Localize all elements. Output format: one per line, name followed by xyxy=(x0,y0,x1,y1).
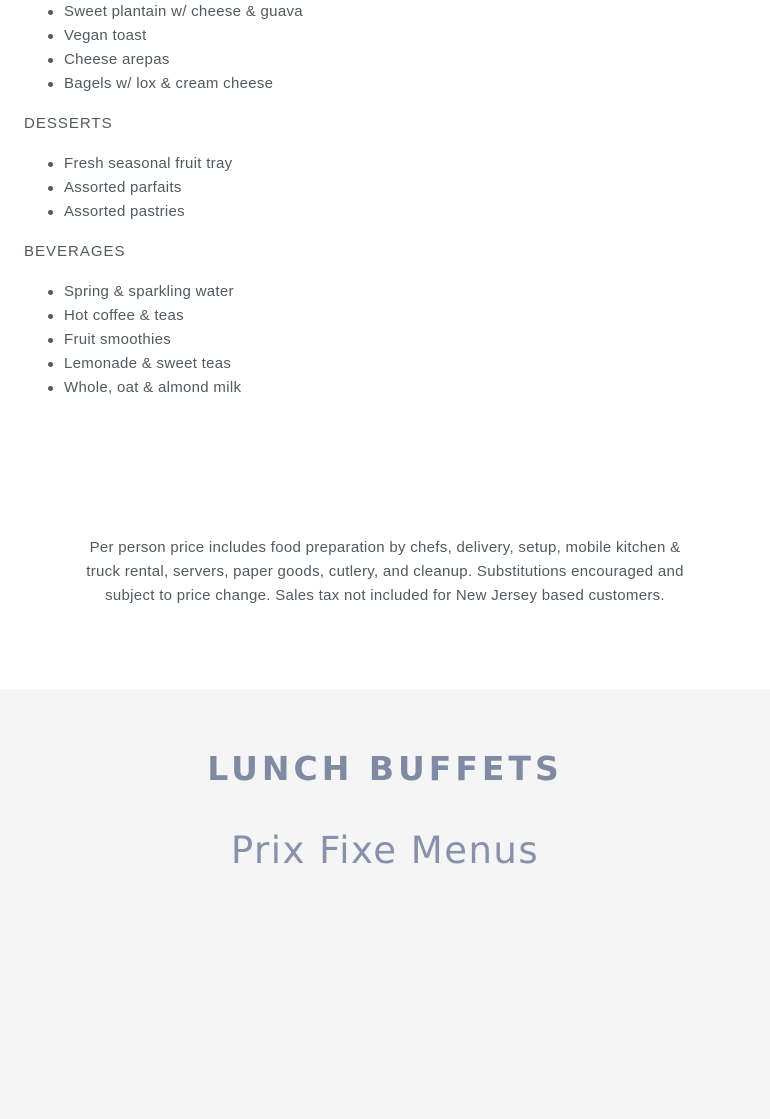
list-item xyxy=(0,24,770,48)
section-title: LUNCH BUFFETS xyxy=(207,749,563,788)
bullet-icon xyxy=(48,34,53,39)
item-label: Assorted pastries xyxy=(64,203,185,220)
bullet-icon xyxy=(48,82,53,87)
bullet-icon xyxy=(48,290,53,295)
list-item xyxy=(0,176,770,200)
breakfast-items-list xyxy=(0,0,770,96)
list-item xyxy=(0,48,770,72)
section-subtitle: Prix Fixe Menus xyxy=(230,829,540,872)
pricing-note: Per person price includes food preparation by chefs, delivery, setup, mobile kitchen & truck rental, servers, paper goods, cutlery, and cleanup. Substitutions encouraged and subject to price change. Sales tax not included for New Jersey based customers. xyxy=(86,539,684,604)
list-item xyxy=(0,328,770,352)
list-item xyxy=(0,152,770,176)
item-label: Assorted parfaits xyxy=(64,179,182,196)
bullet-icon xyxy=(48,362,53,367)
bullet-icon xyxy=(48,162,53,167)
bullet-icon xyxy=(48,10,53,15)
bullet-icon xyxy=(48,314,53,319)
lunch-buffets-section xyxy=(0,689,770,1119)
beverages-heading: BEVERAGES xyxy=(24,243,126,260)
bullet-icon xyxy=(48,186,53,191)
list-item xyxy=(0,376,770,400)
bullet-icon xyxy=(48,338,53,343)
item-label: Hot coffee & teas xyxy=(64,307,184,324)
item-label: Fresh seasonal fruit tray xyxy=(64,155,233,172)
item-label: Bagels w/ lox & cream cheese xyxy=(64,75,274,92)
list-item xyxy=(0,0,770,24)
bullet-icon xyxy=(48,58,53,63)
bullet-icon xyxy=(48,386,53,391)
list-item xyxy=(0,352,770,376)
list-item xyxy=(0,72,770,96)
item-label: Spring & sparkling water xyxy=(64,283,234,300)
list-item xyxy=(0,280,770,304)
item-label: Fruit smoothies xyxy=(64,331,172,348)
list-item xyxy=(0,200,770,224)
list-item xyxy=(0,304,770,328)
bullet-icon xyxy=(48,210,53,215)
item-label: Sweet plantain w/ cheese & guava xyxy=(64,3,303,20)
desserts-list xyxy=(0,152,770,224)
item-label: Vegan toast xyxy=(64,27,147,44)
beverages-list xyxy=(0,280,770,400)
item-label: Lemonade & sweet teas xyxy=(64,355,232,372)
item-label: Whole, oat & almond milk xyxy=(64,379,242,396)
item-label: Cheese arepas xyxy=(64,51,170,68)
desserts-heading: DESSERTS xyxy=(24,115,113,132)
